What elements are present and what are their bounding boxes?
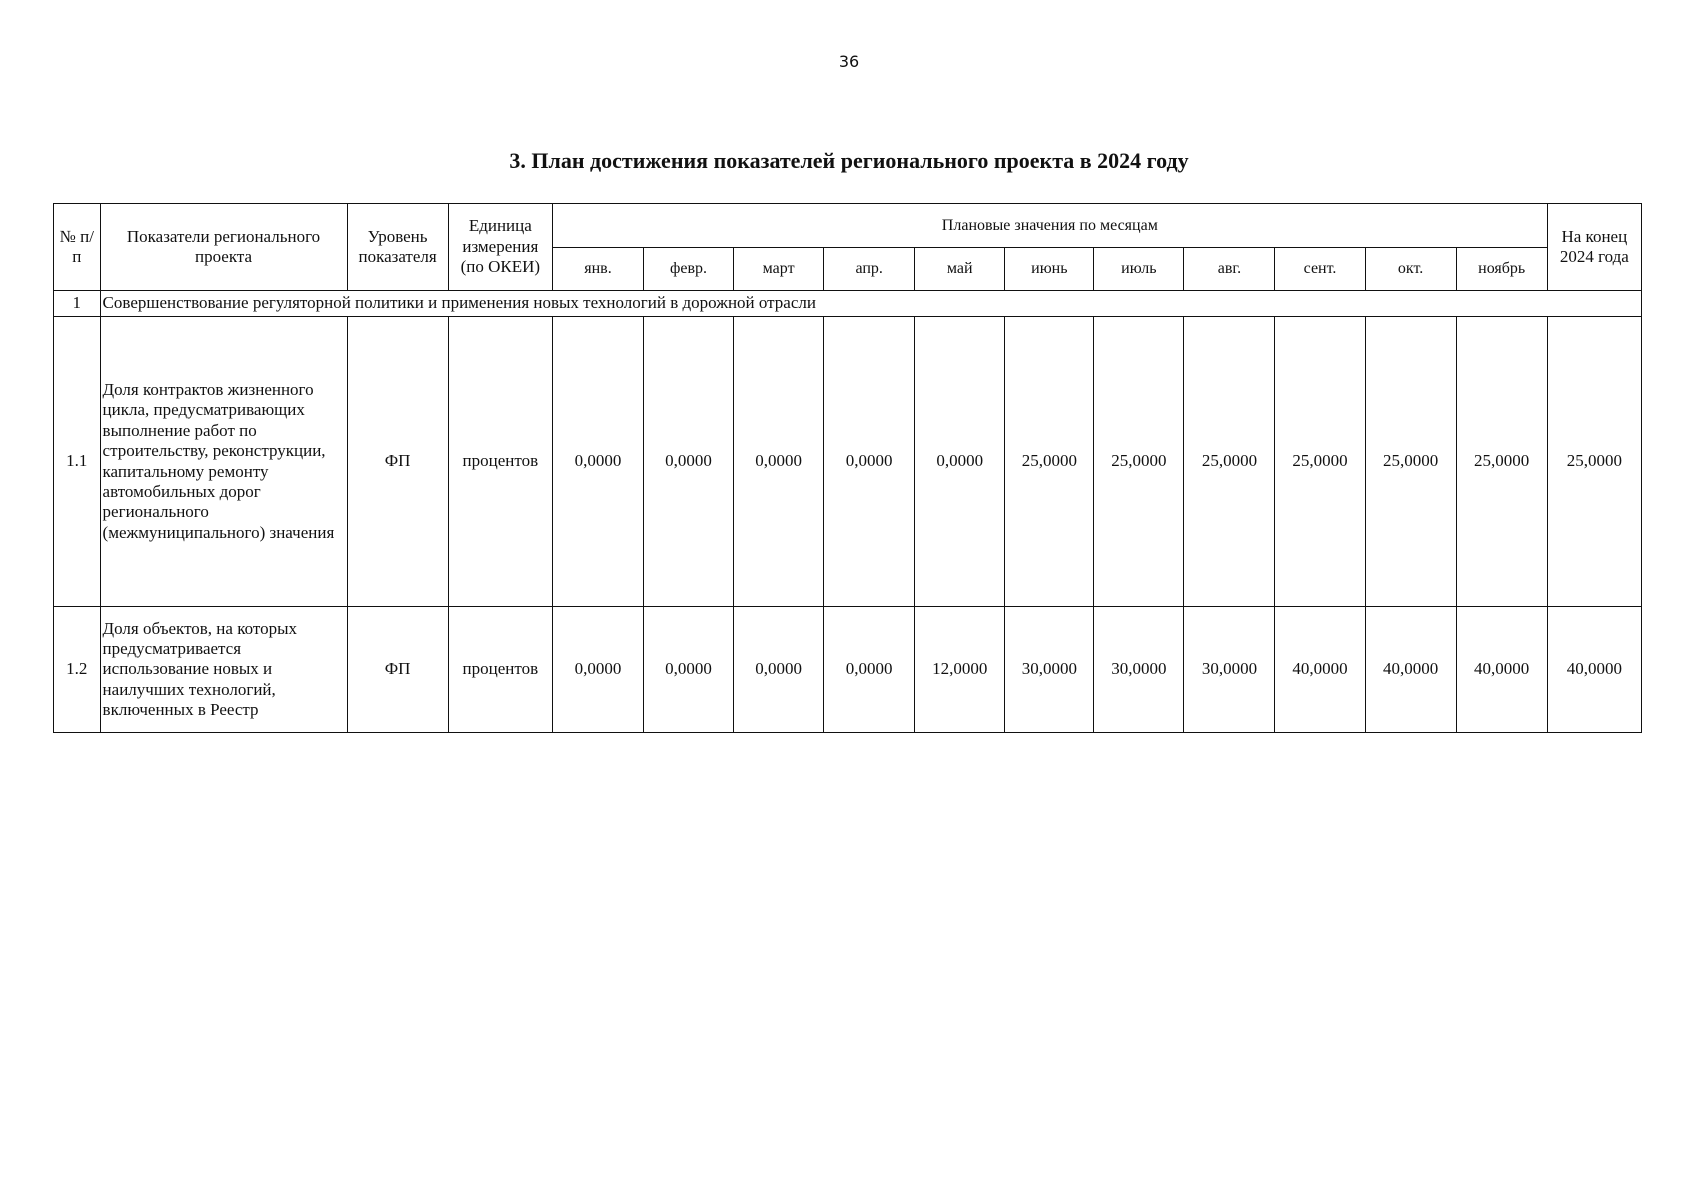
header-level: Уровень показателя bbox=[347, 204, 448, 291]
row-indicator: Доля контрактов жизненного цикла, предусматривающих выполнение работ по строительству, реконструкции, капитальному ремонту автомобильных дорог регионального (межмуниципального) значения bbox=[100, 317, 347, 607]
table-row bbox=[54, 607, 1642, 733]
page-title: 3. План достижения показателей регионального проекта в 2024 году bbox=[509, 148, 1189, 173]
row-month-value: 0,0000 bbox=[824, 317, 915, 607]
row-num: 1.1 bbox=[54, 317, 101, 607]
row-month-value: 0,0000 bbox=[644, 607, 734, 733]
row-unit: процентов bbox=[448, 607, 552, 733]
header-month: янв. bbox=[552, 248, 643, 291]
row-month-value: 0,0000 bbox=[644, 317, 734, 607]
header-month: авг. bbox=[1184, 248, 1275, 291]
row-level: ФП bbox=[347, 317, 448, 607]
row-end-of-year: 40,0000 bbox=[1547, 607, 1641, 733]
row-month-value: 25,0000 bbox=[1456, 317, 1547, 607]
row-unit: процентов bbox=[448, 317, 552, 607]
row-month-value: 30,0000 bbox=[1005, 607, 1094, 733]
row-month-value: 25,0000 bbox=[1094, 317, 1184, 607]
section-title: Совершенствование регуляторной политики и применения новых технологий в дорожной отрасли bbox=[100, 291, 1641, 317]
row-month-value: 25,0000 bbox=[1005, 317, 1094, 607]
row-month-value: 0,0000 bbox=[552, 317, 643, 607]
section-row bbox=[54, 291, 1642, 317]
row-month-value: 40,0000 bbox=[1365, 607, 1456, 733]
header-month: апр. bbox=[824, 248, 915, 291]
row-indicator: Доля объектов, на которых предусматривается использование новых и наилучших технологий, включенных в Реестр bbox=[100, 607, 347, 733]
plan-table bbox=[53, 203, 1642, 733]
row-month-value: 40,0000 bbox=[1275, 607, 1365, 733]
header-end-of-year: На конец 2024 года bbox=[1547, 204, 1641, 291]
section-num: 1 bbox=[54, 291, 101, 317]
header-month: май bbox=[915, 248, 1005, 291]
row-level: ФП bbox=[347, 607, 448, 733]
header-month: июнь bbox=[1005, 248, 1094, 291]
row-month-value: 0,0000 bbox=[915, 317, 1005, 607]
row-end-of-year: 25,0000 bbox=[1547, 317, 1641, 607]
row-month-value: 25,0000 bbox=[1365, 317, 1456, 607]
header-month: сент. bbox=[1275, 248, 1365, 291]
header-plan-group: Плановые значения по месяцам bbox=[552, 204, 1547, 248]
row-month-value: 25,0000 bbox=[1275, 317, 1365, 607]
header-month: ноябрь bbox=[1456, 248, 1547, 291]
row-month-value: 30,0000 bbox=[1184, 607, 1275, 733]
header-month: июль bbox=[1094, 248, 1184, 291]
header-month: февр. bbox=[644, 248, 734, 291]
row-month-value: 0,0000 bbox=[552, 607, 643, 733]
row-month-value: 40,0000 bbox=[1456, 607, 1547, 733]
header-indicator: Показатели регионального проекта bbox=[100, 204, 347, 291]
header-unit: Единица измерения (по ОКЕИ) bbox=[448, 204, 552, 291]
table-row bbox=[54, 317, 1642, 607]
row-month-value: 0,0000 bbox=[734, 317, 824, 607]
row-month-value: 12,0000 bbox=[915, 607, 1005, 733]
header-month: окт. bbox=[1365, 248, 1456, 291]
row-month-value: 25,0000 bbox=[1184, 317, 1275, 607]
row-month-value: 30,0000 bbox=[1094, 607, 1184, 733]
row-month-value: 0,0000 bbox=[734, 607, 824, 733]
header-num: № п/п bbox=[54, 204, 101, 291]
header-month: март bbox=[734, 248, 824, 291]
page-number: 36 bbox=[838, 52, 860, 71]
row-num: 1.2 bbox=[54, 607, 101, 733]
row-month-value: 0,0000 bbox=[824, 607, 915, 733]
